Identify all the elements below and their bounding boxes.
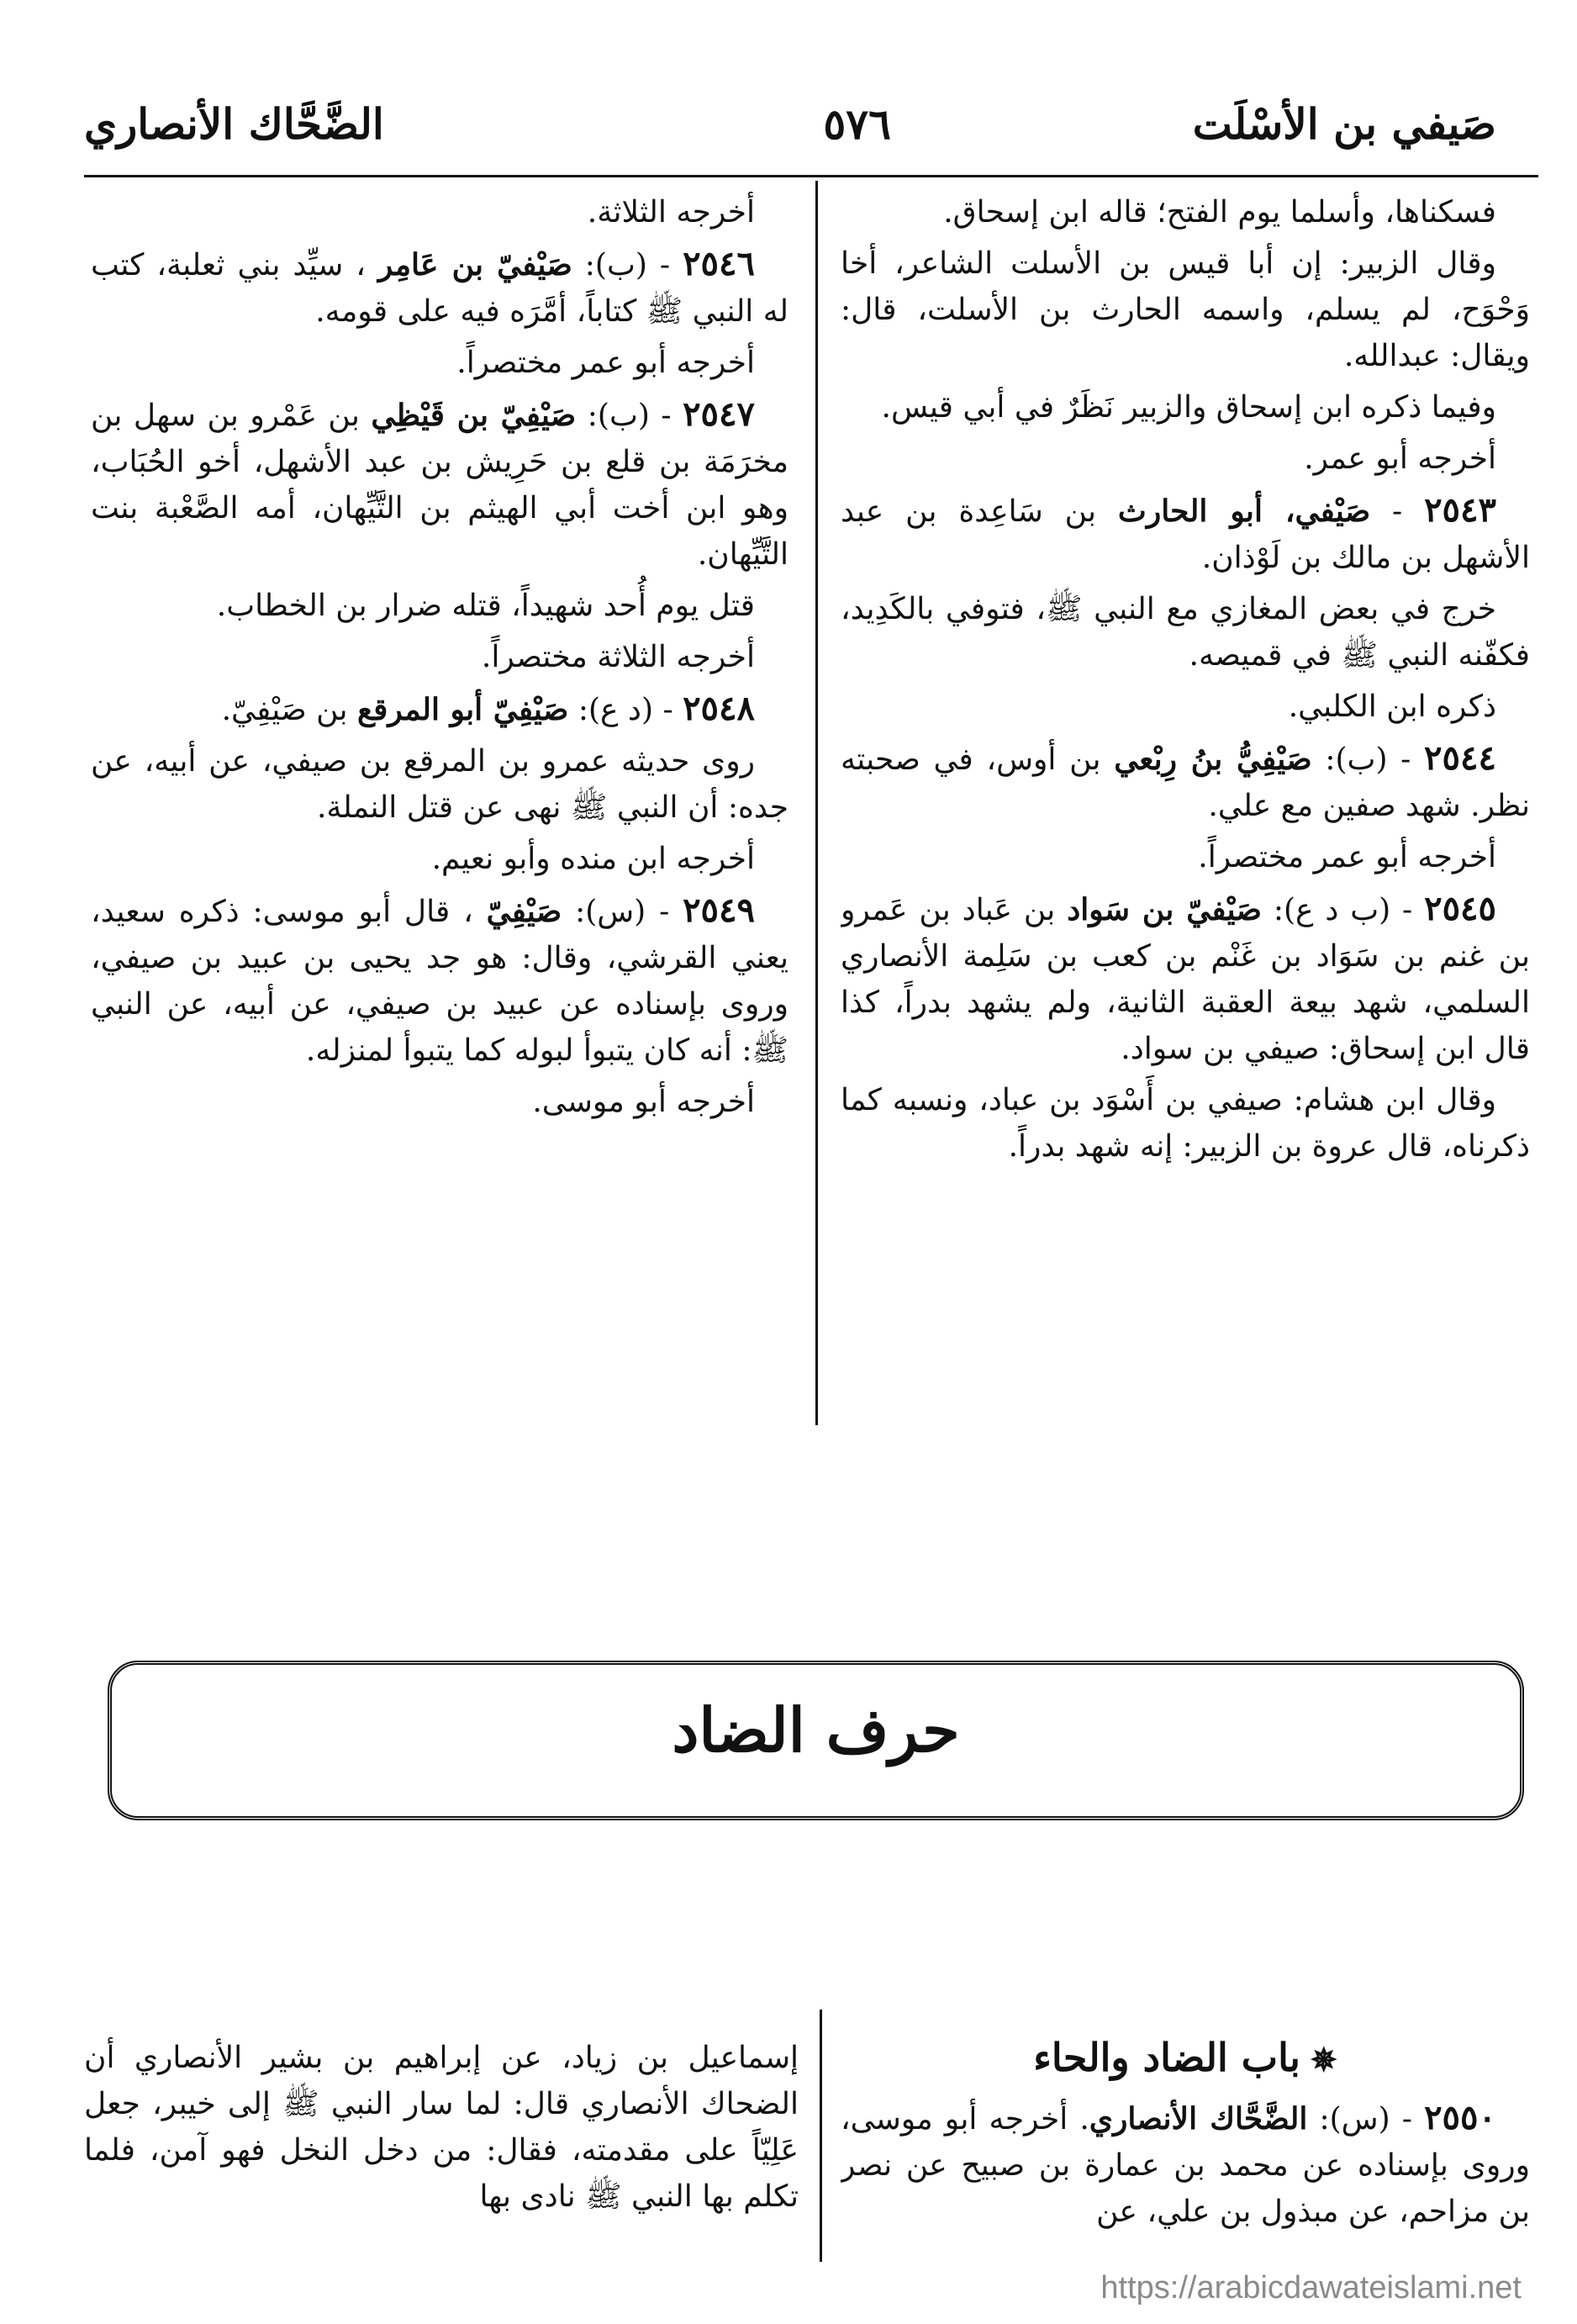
entry-source: (س): (1319, 2102, 1390, 2136)
entry-name: صَيْفِيّ أبو المرقع (357, 692, 569, 727)
entry-text: . أخرجه أبو موسى، وروى بإسناده عن محمد بن عمارة بن صبيح عن نصر بن مزاحم، عن مبذول بن علي، عن (841, 2102, 1530, 2229)
entry-number: ٢٥٤٦ (683, 244, 755, 283)
entry-text: ، سيِّد بني ثعلبة، كتب له النبي ﷺ كتاباً، أمَّرَه فيه على قومه. (91, 248, 788, 329)
paragraph: أخرجه أبو عمر مختصراً. (456, 346, 755, 380)
paragraph: إسماعيل بن زياد، عن إبراهيم بن بشير الأنصاري أن الضحاك الأنصاري قال: لما سار النبي ﷺ إلى خيبر، جعل عَلِيّاً على مقدمته، فقال: من دخل النخل فهو آمن، فلما تكلم بها النبي ﷺ نادى بها (84, 2041, 799, 2214)
paragraph: أخرجه أبو عمر. (1304, 441, 1496, 476)
entry-paragraph: ٢٥٤٩ - (س): صَيْفِيّ ، قال أبو موسى: ذكره سعيد، يعني القرشي، وقال: هو جد يحيى بن عبيد بن صيفي، وروى بإسناده عن عبيد بن صيفي، عن أبيه، عن النبي ﷺ: أنه كان يتبوأ لبوله كما يتبوأ لمنزله. (91, 890, 788, 1068)
bottom-right-column (841, 2035, 1530, 2287)
paragraph: قتل يوم أُحد شهيداً، قتله ضرار بن الخطاب. (216, 589, 755, 623)
paragraph: وقال الزبير: إن أبا قيس بن الأسلت الشاعر، أخا وَحْوَح، لم يسلم، واسمه الحارث بن الأسلت، قال: ويقال: عبدالله. (841, 246, 1530, 373)
entry-paragraph: ٢٥٤٧ - (ب): صَيْفِيّ بن قَيْظِي بن عَمْرو بن سهل بن مخرَمَة بن قلع بن حَرِيش بن عبد الأشهل، أخو الحُبَاب، وهو ابن أخت أبي الهيثم بن التَّيِّهان، أمه الصَّعْبة بنت التَّيِّهان. (91, 394, 788, 572)
entry-source: (د ع): (578, 693, 653, 727)
paragraph: روى حديثه عمرو بن المرقع بن صيفي، عن أبيه، عن جده: أن النبي ﷺ نهى عن قتل النملة. (91, 744, 788, 825)
star-ornament-icon: ✵ (1310, 2041, 1337, 2078)
entry-text: ، قال أبو موسى: ذكره سعيد، يعني القرشي، وقال: هو جد يحيى بن عبيد بن صيفي، وروى بإسناده عن عبيد بن صيفي، عن أبيه، عن النبي ﷺ: أنه كان يتبوأ لبوله كما يتبوأ لمنزله. (91, 895, 788, 1068)
paragraph: أخرجه أبو عمر مختصراً. (1198, 840, 1496, 874)
header-right-title: صَيفي بن الأسْلَت (1192, 99, 1496, 149)
entry-name: صَيْفيّ بن سَواد (1067, 892, 1262, 927)
left-column (91, 189, 788, 1350)
entry-name: صَيْفِيّ (486, 894, 562, 929)
entry-number: ٢٥٤٧ (683, 394, 755, 434)
entry-source: (س): (575, 895, 646, 929)
entry-paragraph: ٢٥٤٨ - (د ع): صَيْفِيّ أبو المرقع بن صَيْفِيّ. (221, 689, 755, 728)
entry-paragraph: ٢٥٤٤ - (ب): صَيْفِيُّ بنُ رِبْعي بن أوس، في صحبته نظر. شهد صفين مع علي. (841, 738, 1530, 823)
entry-text: بن عَباد بن عَمرو بن غنم بن سَوَاد بن غَنْم بن كعب بن سَلِمة الأنصاري السلمي، شهد بيعة العقبة الثانية، ولم يشهد بدراً، كذا قال ابن إسحاق: صيفي بن سواد. (841, 893, 1530, 1066)
entry-source: (ب): (1325, 742, 1388, 777)
entry-name: الضَّحَّاك الأنصاري (1089, 2101, 1308, 2136)
bottom-column-separator (820, 2010, 822, 2262)
entry-number: ٢٥٤٥ (1424, 889, 1497, 928)
entry-paragraph: ٢٥٤٣ - صَيْفي، أبو الحارث بن سَاعِدة بن عبد الأشهل بن مالك بن لَوْذان. (841, 490, 1530, 575)
entry-number: ٢٥٤٤ (1424, 738, 1496, 778)
entry-paragraph: ٢٥٤٦ - (ب): صَيْفيّ بن عَامِر ، سيِّد بني ثعلبة، كتب له النبي ﷺ كتاباً، أمَّرَه فيه على قومه. (91, 244, 788, 329)
entry-text: بن أوس، في صحبته نظر. شهد صفين مع علي. (841, 742, 1530, 823)
column-separator (815, 181, 818, 1425)
entry-source: (ب): (587, 399, 650, 433)
section-title: حرف الضاد (672, 1694, 960, 1766)
entry-number: ٢٥٤٨ (683, 689, 755, 728)
right-column (841, 189, 1530, 1383)
page-number: ٥٧٦ (823, 99, 891, 149)
entry-text: بن سَاعِدة بن عبد الأشهل بن مالك بن لَوْذان. (841, 494, 1530, 575)
chapter-title (841, 2035, 1530, 2083)
paragraph: وقال ابن هشام: صيفي بن أَسْوَد بن عباد، ونسبه كما ذكرناه، قال عروة بن الزبير: إنه شهد بدراً. (841, 1083, 1530, 1164)
entry-name: صَيْفِيُّ بنُ رِبْعي (1114, 742, 1312, 777)
chapter-title-text: باب الضاد والحاء (1033, 2035, 1300, 2080)
paragraph: أخرجه أبو موسى. (532, 1085, 755, 1119)
running-header (84, 99, 1496, 166)
entry-number: ٢٥٤٩ (683, 890, 755, 930)
entry-name: صَيْفِيّ بن قَيْظِي (371, 398, 577, 433)
entry-paragraph: ٢٥٤٥ - (ب د ع): صَيْفيّ بن سَواد بن عَباد بن عَمرو بن غنم بن سَوَاد بن غَنْم بن كعب بن سَلِمة الأنصاري السلمي، شهد بيعة العقبة الثانية، ولم يشهد بدراً، كذا قال ابن إسحاق: صيفي بن سواد. (841, 889, 1530, 1066)
paragraph: فسكناها، وأسلما يوم الفتح؛ قاله ابن إسحاق. (943, 195, 1496, 230)
watermark-url: https://arabicdawateislami.net (1100, 2270, 1522, 2306)
paragraph: أخرجه ابن منده وأبو نعيم. (431, 842, 755, 876)
bottom-left-column (84, 2035, 799, 2287)
entry-paragraph: ٢٥٥٠ - (س): الضَّحَّاك الأنصاري. أخرجه أبو موسى، وروى بإسناده عن محمد بن عمارة بن صبيح عن نصر بن مزاحم، عن مبذول بن علي، عن (841, 2098, 1530, 2229)
entry-name: صَيْفيّ بن عَامِر (377, 247, 572, 283)
entry-source: (ب د ع): (1273, 893, 1391, 927)
paragraph: أخرجه الثلاثة مختصراً. (481, 640, 755, 674)
entry-source: (ب): (584, 248, 647, 283)
header-rule (84, 175, 1538, 177)
entry-text: بن عَمْرو بن سهل بن مخرَمَة بن قلع بن حَرِيش بن عبد الأشهل، أخو الحُبَاب، وهو ابن أخت أبي الهيثم بن التَّيِّهان، أمه الصَّعْبة بنت التَّيِّهان. (91, 399, 788, 572)
paragraph: خرج في بعض المغازي مع النبي ﷺ، فتوفي بالكَدِيد، فكفّنه النبي ﷺ في قميصه. (841, 592, 1530, 673)
paragraph: أخرجه الثلاثة. (587, 195, 755, 230)
paragraph: وفيما ذكره ابن إسحاق والزبير نَظَرٌ في أبي قيس. (881, 390, 1496, 425)
paragraph: ذكره ابن الكلبي. (1288, 689, 1496, 724)
header-left-title: الضَّحَّاك الأنصاري (84, 99, 384, 149)
entry-number: ٢٥٥٠ (1424, 2098, 1496, 2137)
entry-text: بن صَيْفِيّ. (221, 693, 348, 727)
entry-name: صَيْفي، أبو الحارث (1117, 494, 1371, 529)
entry-number: ٢٥٤٣ (1424, 490, 1496, 530)
